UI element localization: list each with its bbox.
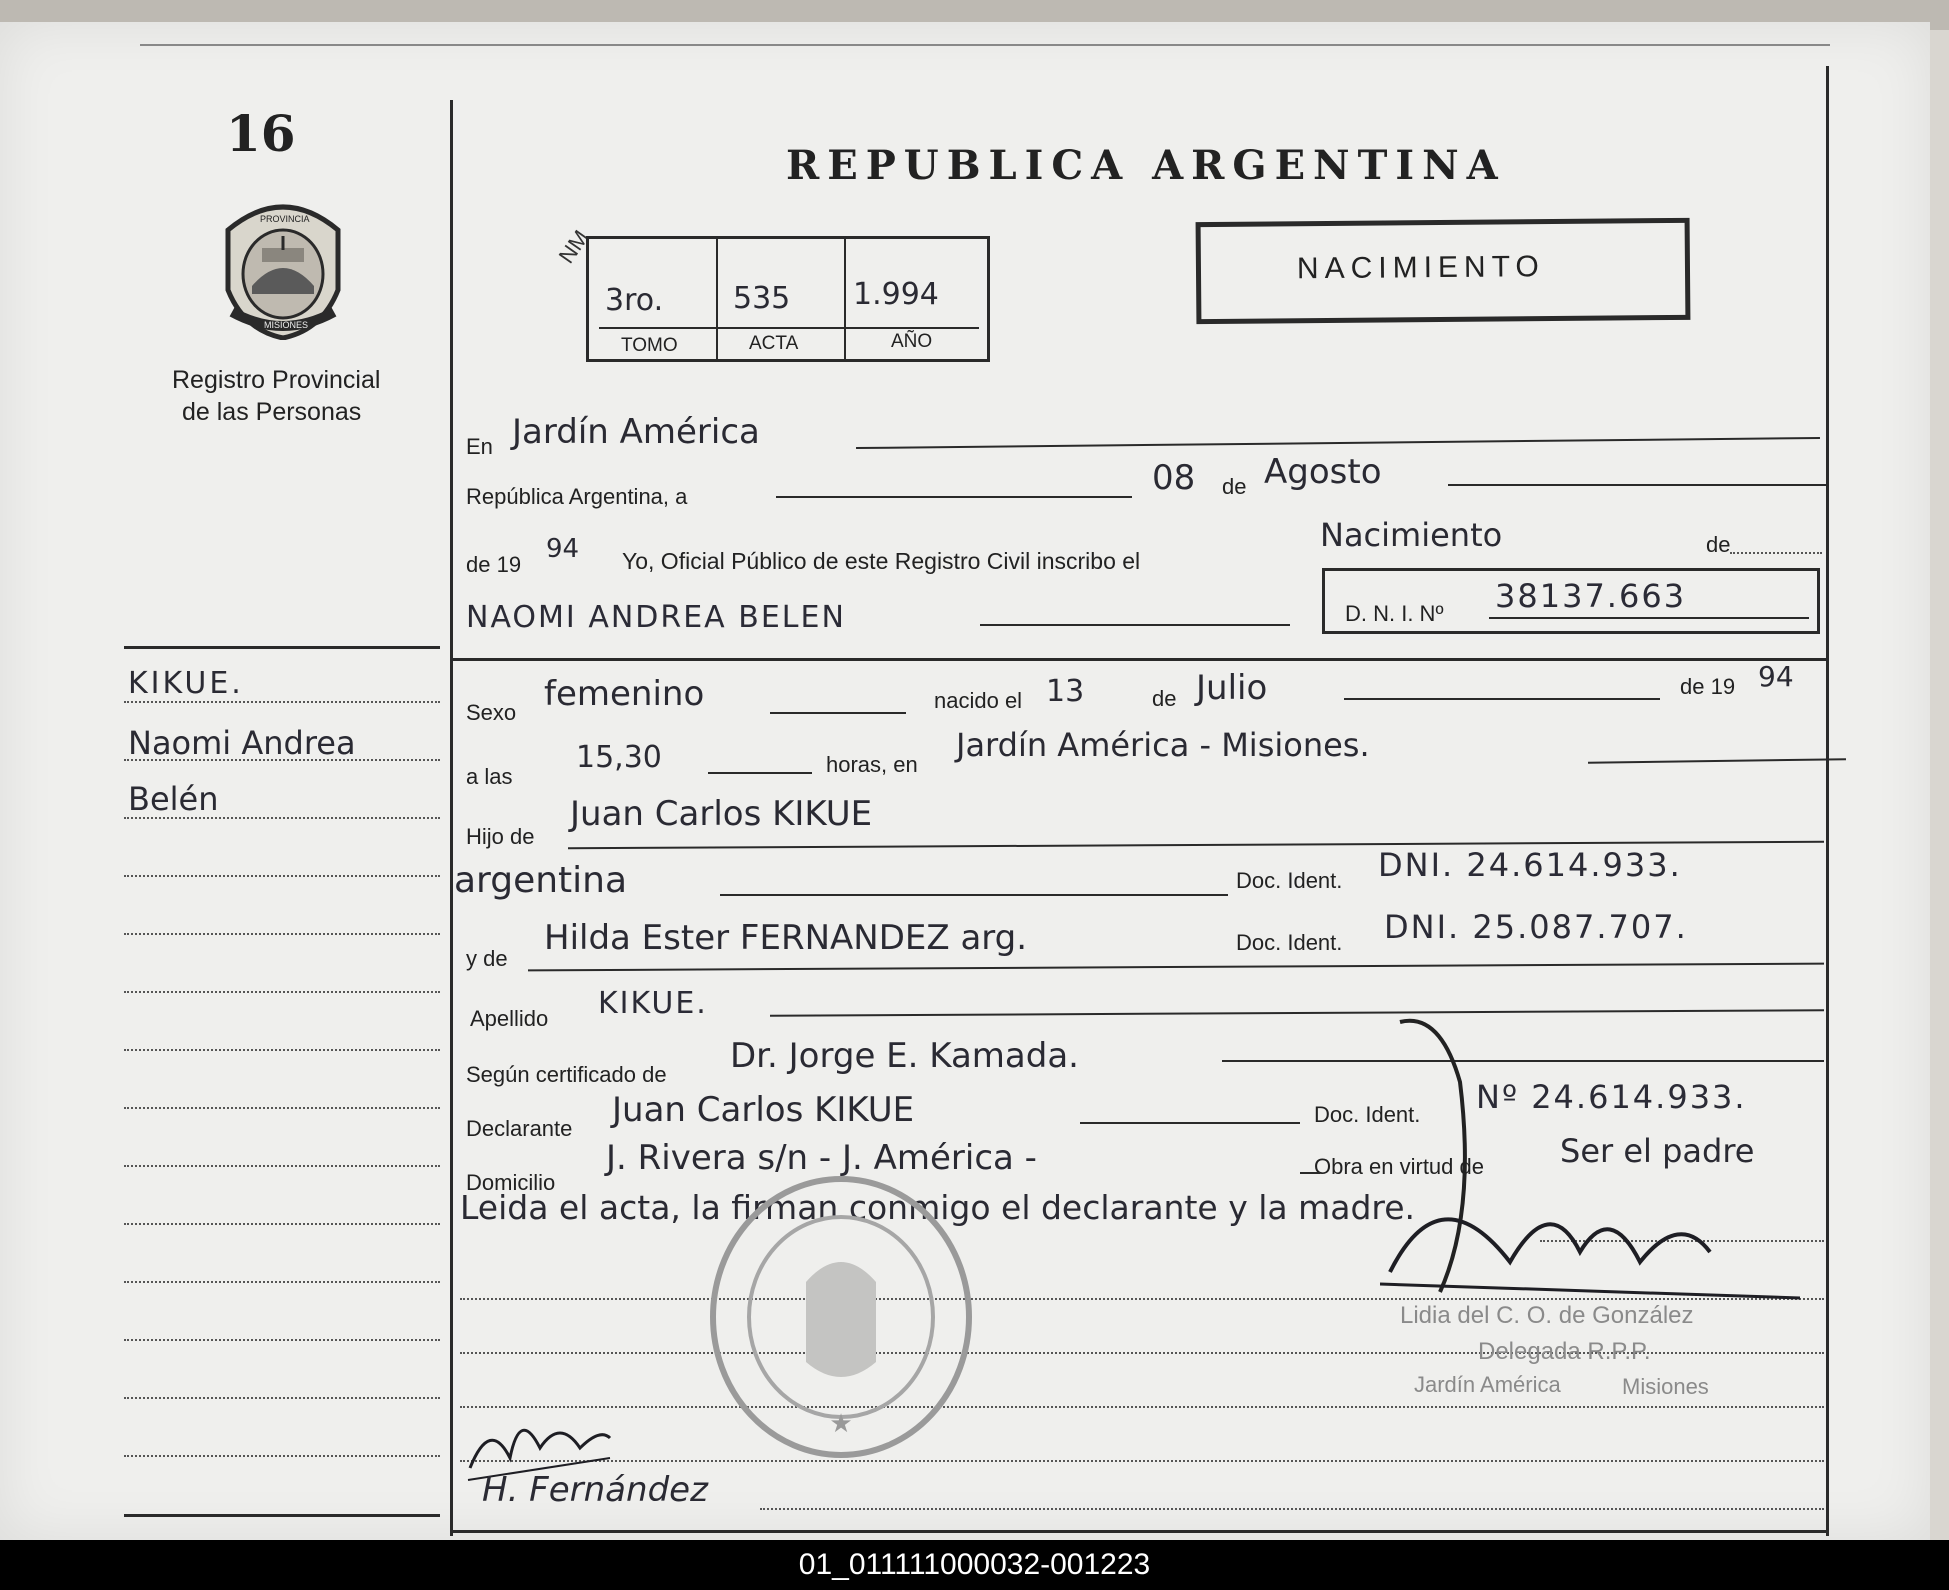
label-apellido: Apellido — [470, 1006, 549, 1031]
line-sexo — [770, 712, 906, 714]
margin-line — [124, 1107, 440, 1109]
top-border — [140, 44, 1830, 46]
tomo-value: 3ro. — [605, 283, 664, 318]
sexo-value: femenino — [544, 674, 705, 714]
mother-signature: H. Fernández — [482, 1470, 708, 1510]
label-segun: Según certificado de — [466, 1062, 667, 1087]
page-number: 16 — [226, 104, 296, 163]
margin-note-surname: KIKUE. — [128, 666, 244, 701]
label-horas: horas, en — [826, 752, 918, 777]
father-nationality: argentina — [454, 860, 628, 901]
official-stamp-place-2: Misiones — [1622, 1374, 1709, 1399]
address-value: J. Rivera s/n - J. América - — [606, 1138, 1037, 1178]
column-divider — [450, 100, 453, 1536]
bottom-rule — [452, 1530, 1826, 1533]
margin-line — [124, 1397, 440, 1399]
margin-line — [124, 1339, 440, 1341]
label-doc-ident-3: Doc. Ident. — [1314, 1102, 1421, 1127]
label-y-de: y de — [466, 946, 508, 971]
label-en: En — [466, 434, 493, 459]
document-type: NACIMIENTO — [1296, 250, 1545, 286]
registry-round-stamp-icon — [706, 1172, 976, 1462]
ruled-line — [460, 1460, 1824, 1462]
name-value: NAOMI ANDREA BELEN — [466, 600, 846, 635]
label-doc-ident-2: Doc. Ident. — [1236, 930, 1343, 955]
official-stamp-title: Delegada R.P.P. — [1478, 1338, 1651, 1365]
margin-line — [124, 701, 440, 703]
image-code-footer: 01_011111000032-001223 — [0, 1540, 1949, 1590]
doctor-value: Dr. Jorge E. Kamada. — [730, 1036, 1079, 1076]
margin-line — [124, 1165, 440, 1167]
margin-rule-top — [124, 646, 440, 649]
document-type-box — [1196, 218, 1691, 324]
label-domicilio: Domicilio — [466, 1170, 556, 1195]
official-signature-icon — [1380, 1012, 1800, 1342]
line-name — [980, 624, 1290, 626]
line-date-a — [776, 496, 1132, 498]
country-title: REPUBLICA ARGENTINA — [786, 142, 1506, 189]
line-birth-place — [1588, 758, 1846, 764]
birth-month: Julio — [1196, 668, 1268, 708]
label-hijo: Hijo de — [466, 824, 535, 849]
acta-value: 535 — [733, 281, 791, 316]
line-mother — [528, 963, 1824, 972]
svg-text:★: ★ — [829, 1409, 853, 1439]
label-yo-oficial: Yo, Oficial Público de este Registro Civil inscribo el — [622, 548, 1141, 574]
official-stamp-place-1: Jardín América — [1414, 1372, 1561, 1397]
year-suffix: 94 — [546, 534, 580, 564]
margin-line — [124, 991, 440, 993]
right-border — [1826, 66, 1829, 1536]
margin-line — [124, 1223, 440, 1225]
margin-rule-bottom — [124, 1514, 440, 1517]
record-box — [586, 236, 990, 362]
act-value: Nacimiento — [1320, 516, 1503, 554]
father-value: Juan Carlos KIKUE — [570, 794, 873, 834]
label-sexo: Sexo — [466, 700, 517, 725]
label-a-las: a las — [466, 764, 513, 789]
margin-line — [124, 1281, 440, 1283]
birth-year-suffix: 94 — [1758, 660, 1794, 693]
line-obra — [1300, 1172, 1320, 1174]
label-de-1: de — [1222, 474, 1247, 499]
ruled-line — [760, 1508, 1824, 1510]
anio-value: 1.994 — [853, 277, 939, 312]
margin-line — [124, 1049, 440, 1051]
declarant-doc: Nº 24.614.933. — [1476, 1078, 1747, 1116]
official-stamp-name: Lidia del C. O. de González — [1400, 1302, 1694, 1329]
registry-line-1: Registro Provincial — [172, 366, 381, 394]
label-nacido: nacido el — [934, 688, 1023, 713]
line-birth-month — [1344, 698, 1660, 700]
closing-text: Leida el acta, la firman conmigo el declarante y la madre. — [460, 1188, 1416, 1227]
mother-doc: DNI. 25.087.707. — [1384, 908, 1688, 946]
anio-label: AÑO — [891, 331, 933, 352]
dni-label: D. N. I. Nº — [1345, 601, 1444, 626]
surname-value: KIKUE. — [598, 986, 708, 1021]
margin-line — [124, 875, 440, 877]
section-rule — [452, 658, 1826, 661]
line-month — [1448, 484, 1828, 486]
line-hour — [708, 772, 812, 774]
label-declarante: Declarante — [466, 1116, 573, 1141]
father-doc: DNI. 24.614.933. — [1378, 846, 1682, 884]
handwritten-initials: NM — [553, 225, 594, 268]
line-place — [856, 437, 1820, 449]
declarant-value: Juan Carlos KIKUE — [612, 1090, 915, 1130]
line-declarant — [1080, 1122, 1300, 1124]
label-de-19-b: de 19 — [1680, 674, 1736, 699]
mother-value: Hilda Ester FERNANDEZ arg. — [544, 918, 1028, 958]
dni-box — [1322, 568, 1820, 634]
ruled-line — [460, 1406, 1824, 1408]
certificate-sheet — [0, 22, 1930, 1540]
margin-note-names: Naomi Andrea — [128, 724, 356, 762]
month-value: Agosto — [1264, 452, 1382, 492]
label-republica: República Argentina, a — [466, 484, 688, 509]
line-nationality — [720, 894, 1228, 896]
label-de-end: de — [1706, 532, 1731, 557]
hour-value: 15,30 — [576, 740, 662, 775]
birth-day: 13 — [1046, 674, 1085, 709]
tomo-label: TOMO — [621, 335, 678, 356]
label-doc-ident-1: Doc. Ident. — [1236, 868, 1343, 893]
line-act — [1730, 552, 1822, 554]
province-seal-icon — [212, 190, 354, 340]
registry-line-2: de las Personas — [182, 398, 362, 426]
label-de-19: de 19 — [466, 552, 522, 577]
margin-line — [124, 1455, 440, 1457]
label-obra: Obra en virtud de — [1314, 1154, 1484, 1179]
label-de-2: de — [1152, 686, 1177, 711]
birth-place: Jardín América - Misiones. — [956, 726, 1370, 764]
place-value: Jardín América — [512, 412, 760, 452]
seal-text-bottom: MISIONES — [264, 320, 309, 330]
dni-value: 38137.663 — [1495, 577, 1687, 615]
day-value: 08 — [1152, 458, 1196, 498]
seal-text-top: PROVINCIA — [260, 214, 310, 224]
margin-note-belen: Belén — [128, 780, 219, 818]
acta-label: ACTA — [749, 333, 799, 354]
margin-line — [124, 933, 440, 935]
obra-value: Ser el padre — [1560, 1132, 1755, 1170]
